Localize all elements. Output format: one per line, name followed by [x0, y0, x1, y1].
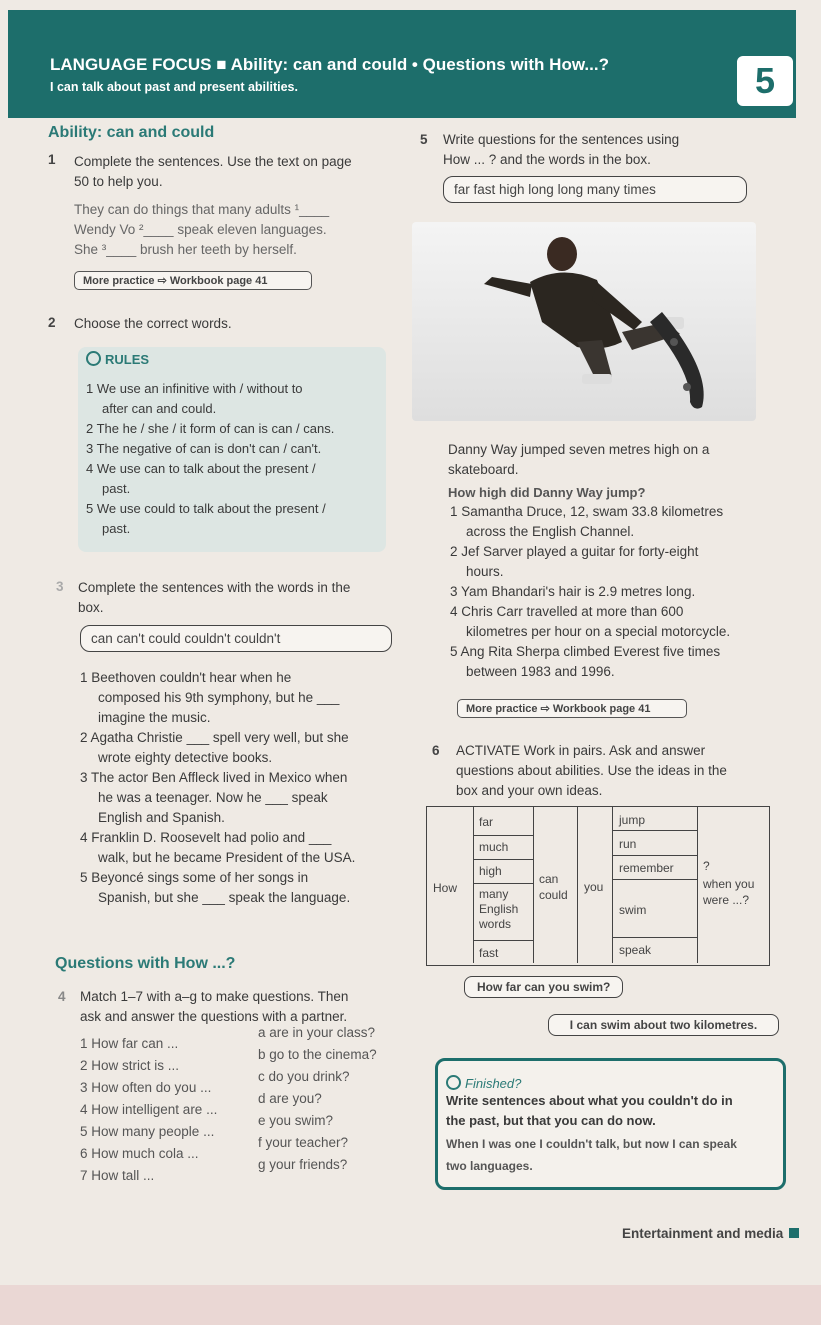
section-title-questions: Questions with How ...?: [55, 955, 236, 972]
table-cell: swim: [619, 903, 647, 917]
table-cell-you: you: [584, 880, 604, 894]
circle-icon: [86, 351, 101, 366]
table-cell: remember: [619, 861, 674, 875]
exercise-4-left-list: [80, 1033, 217, 1187]
exercise-5-number: 5: [420, 132, 428, 147]
table-cell-how: How: [433, 881, 458, 895]
table-cell-can: can: [539, 872, 559, 886]
finished-example: When I was one I couldn't talk, but now I can speak two languages.: [446, 1137, 737, 1173]
exercise-3-word-box: can can't could couldn't couldn't: [80, 625, 392, 652]
table-cell: high: [479, 864, 502, 878]
list-item: 6 How much cola ...: [80, 1146, 199, 1161]
section-title-ability: Ability: can and could: [48, 124, 215, 141]
exercise-5-word-box: far fast high long long many times: [443, 176, 747, 203]
exercise-6-instruction: ACTIVATE Work in pairs. Ask and answer questions about abilities. Use the ideas in the box and your own ideas.: [456, 743, 727, 798]
more-practice-link-1[interactable]: More practice ⇨ Workbook page 41: [74, 271, 312, 290]
exercise-1-number: 1: [48, 152, 56, 167]
exercise-5-example: Danny Way jumped seven metres high on a skateboard.: [448, 442, 710, 477]
exercise-3-instruction: Complete the sentences with the words in the box.: [78, 580, 351, 615]
finished-instruction: Write sentences about what you couldn't do in the past, but that you can do now.: [446, 1093, 733, 1128]
speech-bubble-answer: I can swim about two kilometres.: [548, 1014, 779, 1036]
finished-box: [435, 1058, 786, 1190]
skateboarder-image: [412, 222, 756, 421]
rules-box: [78, 347, 386, 552]
list-item: b go to the cinema?: [258, 1047, 377, 1062]
list-item: 4 How intelligent are ...: [80, 1102, 218, 1117]
table-cell: run: [619, 837, 637, 851]
rules-title: RULES: [86, 351, 149, 367]
list-item: 2 How strict is ...: [80, 1058, 180, 1073]
list-item: 5 How many people ...: [80, 1124, 215, 1139]
fabric-background: [0, 1285, 821, 1325]
exercise-5-instruction: Write questions for the sentences using How ... ? and the words in the box.: [443, 132, 680, 167]
square-icon: [789, 1228, 799, 1238]
page-subtitle: I can talk about past and present abilities.: [50, 80, 298, 94]
exercise-5-example-question: How high did Danny Way jump?: [448, 485, 646, 500]
list-item: 1 How far can ...: [80, 1036, 179, 1051]
table-cell: jump: [619, 813, 646, 827]
page-title: LANGUAGE FOCUS ■ Ability: can and could • Questions with How...?: [50, 55, 609, 74]
table-cell-were: were ...?: [703, 893, 750, 907]
exercise-4-number: 4: [58, 989, 66, 1004]
exercise-3-sentences: 1 Beethoven couldn't hear when he composed his 9th symphony, but he ___ imagine the music. 2 Agatha Christie ___ spell very well, but she wrote eighty detective books. 3 The actor Ben Affleck lived in Mexico when he was a teenager. Now he ___ speak English and Spanish. 4 Franklin D. Roosevelt had polio and ___ walk, but he became President of the USA. 5 Beyoncé sings some of her songs in Spanish, but she ___ speak the language.: [80, 670, 356, 905]
table-cell: much: [479, 840, 509, 854]
table-cell: far: [479, 815, 494, 829]
list-item: 7 How tall ...: [80, 1168, 155, 1183]
speech-bubble-question: How far can you swim?: [464, 976, 623, 998]
exercise-5-sentences: 1 Samantha Druce, 12, swam 33.8 kilometres across the English Channel. 2 Jef Sarver played a guitar for forty-eight hours. 3 Yam Bhandari's hair is 2.9 metres long. 4 Chris Carr travelled at more than 600 kilometres per hour on a special motorcycle. 5 Ang Rita Sherpa climbed Everest five times between 1983 and 1996.: [450, 504, 731, 679]
circle-icon: [446, 1075, 461, 1090]
exercise-6-number: 6: [432, 743, 440, 758]
exercise-4-right-list: [258, 1022, 377, 1176]
rules-list: 1 We use an infinitive with / without to after can and could. 2 The he / she / it form of can is can / cans. 3 The negative of can is don't can / can't. 4 We use can to talk about the present / past. 5 We use could to talk about the present / past.: [86, 381, 335, 536]
skateboarder-photo: [412, 222, 756, 421]
table-cell: many English words: [479, 887, 519, 931]
exercise-1-instruction: Complete the sentences. Use the text on page 50 to help you.: [74, 154, 352, 189]
table-cell: fast: [479, 946, 499, 960]
list-item: 3 How often do you ...: [80, 1080, 212, 1095]
exercise-2-number: 2: [48, 315, 56, 330]
unit-number: 5: [735, 54, 795, 108]
table-cell-question-mark: ?: [703, 859, 710, 873]
table-cell-could: could: [539, 888, 568, 902]
exercise-4-instruction: Match 1–7 with a–g to make questions. Then ask and answer the questions with a partner.: [80, 989, 349, 1024]
page-footer: Entertainment and media: [622, 1226, 799, 1241]
more-practice-link-2[interactable]: More practice ⇨ Workbook page 41: [457, 699, 687, 718]
list-item: a are in your class?: [258, 1025, 376, 1040]
list-item: g your friends?: [258, 1157, 348, 1172]
exercise-1-sentences: They can do things that many adults ¹____ Wendy Vo ²____ speak eleven languages. She ³____ brush her teeth by herself.: [74, 202, 330, 257]
list-item: d are you?: [258, 1091, 322, 1106]
table-cell: speak: [619, 943, 652, 957]
list-item: e you swim?: [258, 1113, 334, 1128]
finished-title: Finished?: [446, 1075, 521, 1091]
exercise-6-ideas-table: [426, 806, 770, 966]
exercise-2-instruction: Choose the correct words.: [74, 316, 232, 331]
list-item: f your teacher?: [258, 1135, 349, 1150]
list-item: c do you drink?: [258, 1069, 350, 1084]
table-cell-when: when you: [703, 877, 755, 891]
exercise-3-number: 3: [56, 579, 64, 594]
